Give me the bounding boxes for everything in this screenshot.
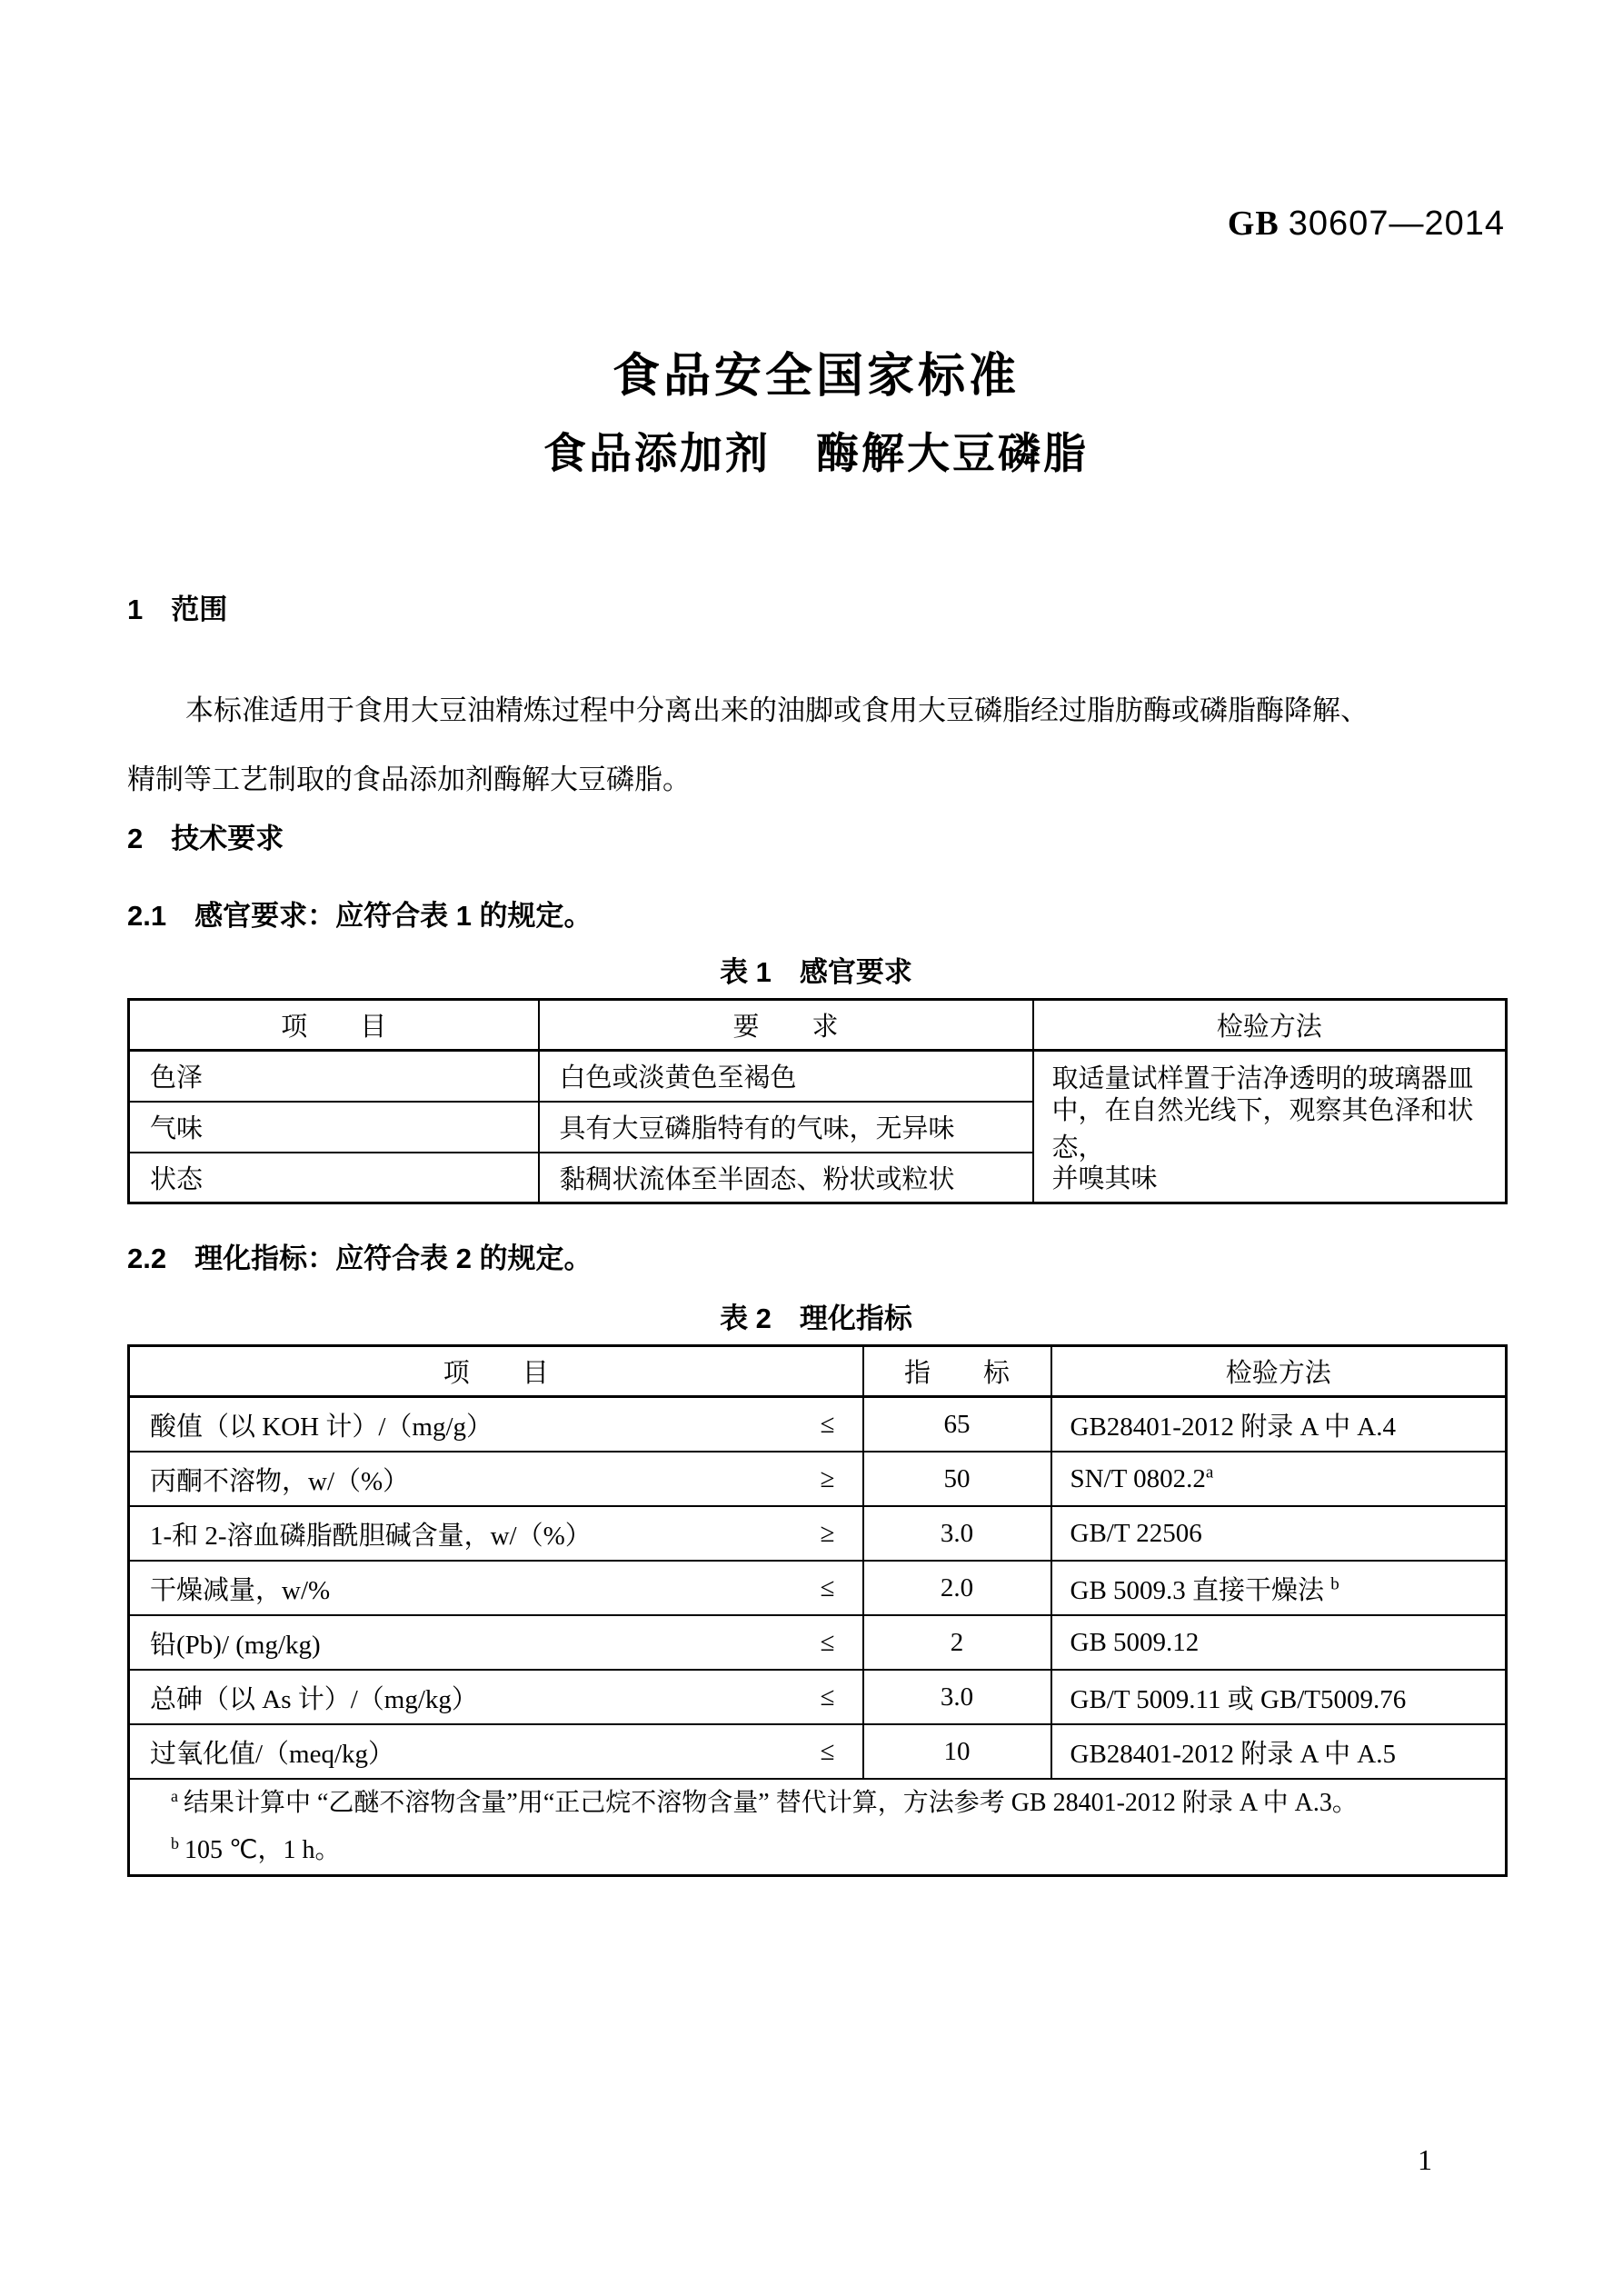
table-1-method-line: 并嗅其味 xyxy=(1051,1164,1158,1193)
footnote-a-marker: a xyxy=(171,1786,178,1805)
table-2-footnotes-cell xyxy=(129,1779,1507,1876)
section-2-1-heading: 2.1 感官要求：应符合表 1 的规定。 xyxy=(127,900,592,932)
table-2-item-cell xyxy=(129,1561,863,1615)
table-1-caption: 表 1 感官要求 xyxy=(720,956,912,988)
table-2-method-cell xyxy=(1051,1506,1507,1561)
method-superscript: b xyxy=(1330,1573,1339,1593)
table-2-item-cell xyxy=(129,1506,863,1561)
method-text: GB28401-2012 附录 A 中 A.4 xyxy=(1070,1412,1396,1442)
footnote-b-marker: b xyxy=(171,1833,179,1852)
table-2-item-cell xyxy=(129,1615,863,1670)
item-label: 干燥减量，w/% xyxy=(150,1575,331,1605)
item-label: 铅(Pb)/ (mg/kg) xyxy=(150,1630,321,1660)
table-1-method-merged-cell xyxy=(1033,1051,1507,1203)
standard-code-number: 30607—2014 xyxy=(1288,205,1505,243)
table-2-header-value: 指 标 xyxy=(863,1346,1051,1397)
method-text: GB/T 5009.11 或 GB/T5009.76 xyxy=(1070,1684,1407,1714)
scope-paragraph-line2: 精制等工艺制取的食品添加剂酶解大豆磷脂。 xyxy=(127,764,691,795)
item-label: 1-和 2-溶血磷脂酰胆碱含量，w/（%） xyxy=(150,1521,592,1551)
footnote-a xyxy=(130,1780,1505,1827)
table-2-caption: 表 2 理化指标 xyxy=(720,1303,912,1334)
table-row xyxy=(129,1506,1507,1561)
table-2-method-cell xyxy=(1051,1452,1507,1506)
relation-symbol: ≤ xyxy=(820,1736,835,1766)
document-title-line1: 食品安全国家标准 xyxy=(612,350,1020,403)
relation-symbol: ≤ xyxy=(820,1572,835,1602)
table-1-header-method: 检验方法 xyxy=(1033,1000,1507,1051)
method-text: GB 5009.3 直接干燥法 xyxy=(1070,1575,1331,1605)
table-1-method-line: 中，在自然光线下，观察其色泽和状态， xyxy=(1051,1095,1474,1163)
section-2-2-heading: 2.2 理化指标：应符合表 2 的规定。 xyxy=(127,1243,592,1274)
standard-code xyxy=(127,202,1505,245)
table-2-value-cell: 10 xyxy=(863,1724,1051,1779)
footnote-a-text: 结果计算中 “乙醚不溶物含量”用“正己烷不溶物含量” 替代计算，方法参考 GB 28401-2012 附录 A 中 A.3。 xyxy=(184,1789,1358,1817)
method-text: GB28401-2012 附录 A 中 A.5 xyxy=(1070,1739,1396,1769)
relation-symbol: ≥ xyxy=(820,1518,835,1548)
table-2-header-item: 项 目 xyxy=(129,1346,863,1397)
table-1-item-cell: 气味 xyxy=(129,1102,539,1153)
table-row xyxy=(129,1397,1507,1452)
footnote-b-text: 105 ℃，1 h。 xyxy=(184,1836,341,1864)
table-2-value-cell: 65 xyxy=(863,1397,1051,1452)
relation-symbol: ≤ xyxy=(820,1682,835,1712)
table-1-requirement-cell: 黏稠状流体至半固态、粉状或粒状 xyxy=(539,1153,1033,1203)
table-2-value-cell: 3.0 xyxy=(863,1670,1051,1724)
table-row xyxy=(129,1051,1507,1102)
table-2-method-cell xyxy=(1051,1561,1507,1615)
item-label: 酸值（以 KOH 计）/（mg/g） xyxy=(150,1412,493,1442)
item-label: 过氧化值/（meq/kg） xyxy=(150,1739,395,1769)
table-1-item-cell: 色泽 xyxy=(129,1051,539,1102)
method-text: GB/T 22506 xyxy=(1070,1518,1202,1548)
item-label: 丙酮不溶物，w/（%） xyxy=(150,1466,410,1496)
footnote-b xyxy=(130,1827,1505,1874)
table-2-value-cell: 2 xyxy=(863,1615,1051,1670)
table-1-header-item: 项 目 xyxy=(129,1000,539,1051)
page-number: 1 xyxy=(1418,2143,1432,2176)
table-row xyxy=(129,1561,1507,1615)
table-row xyxy=(129,1615,1507,1670)
scope-paragraph-line1: 本标准适用于食用大豆油精炼过程中分离出来的油脚或食用大豆磷脂经过脂肪酶或磷脂酶降解、 xyxy=(185,694,1369,726)
section-2-heading: 2 技术要求 xyxy=(127,823,284,854)
table-1-method-line: 取适量试样置于洁净透明的玻璃器皿 xyxy=(1051,1064,1474,1093)
document-title-line2: 食品添加剂 酶解大豆磷脂 xyxy=(543,429,1089,477)
table-2-method-cell xyxy=(1051,1670,1507,1724)
table-1-header-requirement: 要 求 xyxy=(539,1000,1033,1051)
relation-symbol: ≥ xyxy=(820,1463,835,1493)
table-2-value-cell: 2.0 xyxy=(863,1561,1051,1615)
relation-symbol: ≤ xyxy=(820,1627,835,1657)
table-2-value-cell: 3.0 xyxy=(863,1506,1051,1561)
table-1-sensory-requirements xyxy=(127,998,1508,1204)
table-2-footnote-row xyxy=(129,1779,1507,1876)
table-row xyxy=(129,1452,1507,1506)
table-2-header-method: 检验方法 xyxy=(1051,1346,1507,1397)
table-2-method-cell xyxy=(1051,1615,1507,1670)
table-1-item-cell: 状态 xyxy=(129,1153,539,1203)
table-2-item-cell xyxy=(129,1452,863,1506)
relation-symbol: ≤ xyxy=(820,1409,835,1439)
table-row xyxy=(129,1724,1507,1779)
table-2-item-cell xyxy=(129,1724,863,1779)
method-superscript: a xyxy=(1205,1462,1214,1482)
table-1-header-row xyxy=(129,1000,1507,1051)
table-2-value-cell: 50 xyxy=(863,1452,1051,1506)
item-label: 总砷（以 As 计）/（mg/kg） xyxy=(150,1684,478,1714)
table-2-header-row xyxy=(129,1346,1507,1397)
table-2-physical-chemical-indicators xyxy=(127,1344,1508,1877)
method-text: SN/T 0802.2 xyxy=(1070,1463,1206,1493)
table-1-requirement-cell: 白色或淡黄色至褐色 xyxy=(539,1051,1033,1102)
table-row xyxy=(129,1670,1507,1724)
standard-code-prefix: GB xyxy=(1227,205,1279,243)
table-2-method-cell xyxy=(1051,1724,1507,1779)
table-2-item-cell xyxy=(129,1397,863,1452)
scope-paragraph xyxy=(127,676,1505,814)
section-1-heading: 1 范围 xyxy=(127,594,228,625)
table-2-method-cell xyxy=(1051,1397,1507,1452)
table-1-requirement-cell: 具有大豆磷脂特有的气味，无异味 xyxy=(539,1102,1033,1153)
method-text: GB 5009.12 xyxy=(1070,1627,1200,1657)
page-content xyxy=(127,0,1505,1877)
table-2-item-cell xyxy=(129,1670,863,1724)
